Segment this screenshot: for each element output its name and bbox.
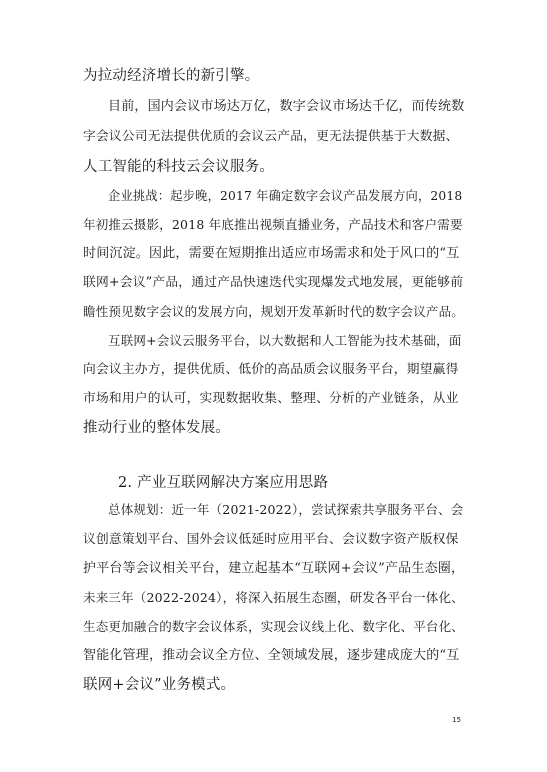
paragraph-line: 目前，国内会议市场达万亿，数字会议市场达千亿，而传统数 [108, 99, 465, 114]
paragraph-line: 联网+会议”产品，通过产品快速迭代实现爆发式地发展，更能够前 [83, 275, 464, 290]
paragraph-line: 时间沉淀。因此，需要在短期推出适应市场需求和处于风口的“互 [83, 246, 460, 261]
paragraph-line: 护平台等会议相关平台，建立起基本“互联网+会议”产品生态圈， [83, 561, 465, 576]
paragraph-line: 未来三年（2022-2024），将深入拓展生态圈，研发各平台一体化、 [83, 590, 464, 605]
page-number: 15 [452, 716, 461, 724]
paragraph-line: 为拉动经济增长的新引擎。 [83, 68, 260, 84]
paragraph-line: 联网+会议”业务模式。 [83, 677, 236, 693]
paragraph-line: 总体规划：近一年（2021-2022），尝试探索共享服务平台、会 [108, 502, 464, 517]
paragraph-line: 瞻性预见数字会议的发展方向，规划开发革新时代的数字会议产品。 [83, 304, 465, 319]
paragraph-line: 推动行业的整体发展。 [83, 420, 230, 436]
paragraph-line: 人工智能的科技云会议服务。 [83, 159, 275, 175]
paragraph-line: 企业挑战：起步晚，2017 年确定数字会议产品发展方向，2018 [108, 189, 463, 203]
paragraph-line: 生态更加融合的数字会议体系，实现会议线上化、数字化、平台化、 [83, 619, 465, 634]
paragraph-line: 智能化管理，推动会议全方位、全领域发展，逐步建成庞大的“互 [83, 648, 460, 663]
paragraph-line: 年初推云摄影，2018 年底推出视频直播业务，产品技术和客户需要 [83, 217, 463, 232]
paragraph-line: 互联网+会议云服务平台，以大数据和人工智能为技术基础，面 [108, 333, 462, 348]
paragraph-line: 议创意策划平台、国外会议低延时应用平台、会议数字资产版权保 [83, 532, 459, 547]
paragraph-line: 向会议主办方，提供优质、低价的高品质会议服务平台，期望赢得 [83, 362, 459, 377]
paragraph-line: 字会议公司无法提供优质的会议云产品，更无法提供基于大数据、 [83, 129, 459, 144]
section-heading: 2. 产业互联网解决方案应用思路 [118, 475, 329, 491]
paragraph-line: 市场和用户的认可，实现数据收集、整理、分析的产业链条，从业 [83, 391, 459, 406]
